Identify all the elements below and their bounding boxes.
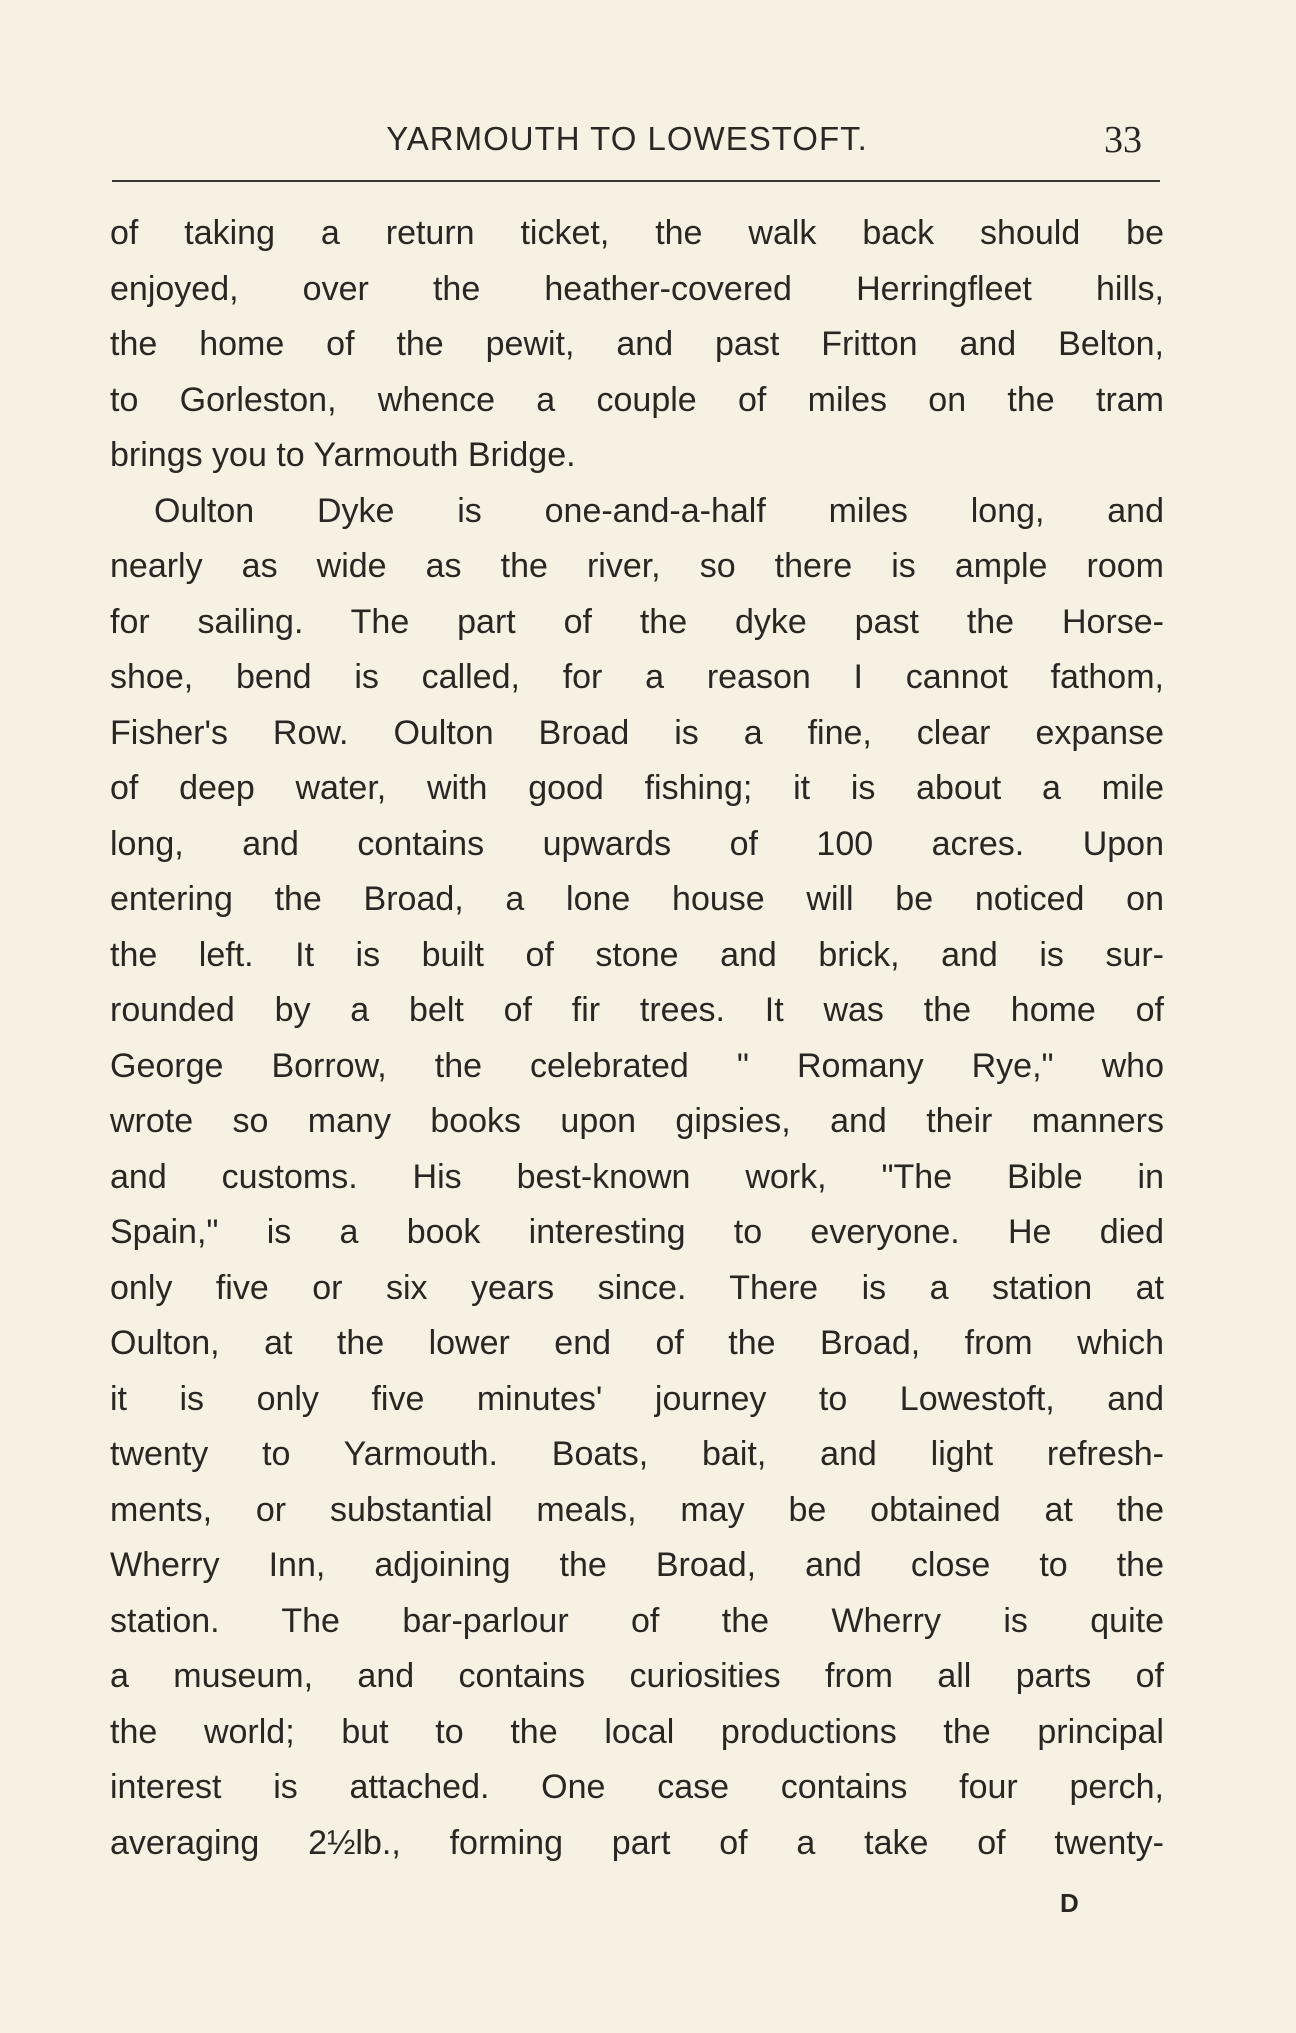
text-line: twenty to Yarmouth. Boats, bait, and light refresh-	[110, 1435, 1164, 1473]
text-line: to Gorleston, whence a couple of miles on the tram	[110, 380, 1164, 419]
text-line: ments, or substantial meals, may be obtained at the	[110, 1490, 1164, 1529]
header-rule	[112, 180, 1160, 182]
text-line: averaging 2½lb., forming part of a take of twenty-	[110, 1823, 1164, 1862]
text-line: a museum, and contains curiosities from all parts of	[110, 1657, 1164, 1695]
text-line: the left. It is built of stone and brick, and is sur-	[110, 935, 1164, 974]
text-line: Spain," is a book interesting to everyone. He died	[110, 1213, 1164, 1251]
text-line: for sailing. The part of the dyke past the Horse-	[110, 602, 1164, 641]
text-line: of deep water, with good fishing; it is about a mile	[110, 769, 1164, 807]
page-number: 33	[1104, 119, 1142, 161]
text-line: Wherry Inn, adjoining the Broad, and close to the	[110, 1546, 1164, 1584]
text-line: Oulton Dyke is one-and-a-half miles long, and	[154, 491, 1164, 530]
text-line: station. The bar-parlour of the Wherry is quite	[110, 1601, 1164, 1640]
text-line: George Borrow, the celebrated " Romany Rye," who	[110, 1046, 1164, 1085]
body-text	[110, 206, 1164, 1871]
signature-mark: D	[1060, 1888, 1079, 1918]
text-line: it is only five minutes' journey to Lowestoft, and	[110, 1379, 1164, 1418]
text-line: interest is attached. One case contains four perch,	[110, 1768, 1164, 1806]
text-line: rounded by a belt of fir trees. It was the home of	[110, 991, 1164, 1029]
text-line: and customs. His best-known work, "The Bible in	[110, 1157, 1164, 1196]
text-line: Oulton, at the lower end of the Broad, from which	[110, 1324, 1164, 1362]
text-line: long, and contains upwards of 100 acres. Upon	[110, 824, 1164, 863]
text-line: entering the Broad, a lone house will be noticed on	[110, 880, 1164, 918]
text-line: enjoyed, over the heather-covered Herringfleet hills,	[110, 269, 1164, 308]
running-title: YARMOUTH TO LOWESTOFT.	[386, 120, 868, 157]
text-line: Fisher's Row. Oulton Broad is a fine, clear expanse	[110, 713, 1164, 752]
text-line: the home of the pewit, and past Fritton and Belton,	[110, 325, 1164, 363]
text-line: shoe, bend is called, for a reason I cannot fathom,	[110, 658, 1164, 696]
running-head	[112, 112, 1142, 172]
text-line: brings you to Yarmouth Bridge.	[110, 436, 576, 474]
text-line: wrote so many books upon gipsies, and their manners	[110, 1102, 1164, 1140]
text-line: of taking a return ticket, the walk back should be	[110, 214, 1164, 252]
text-line: nearly as wide as the river, so there is ample room	[110, 547, 1164, 585]
text-line: only five or six years since. There is a station at	[110, 1268, 1164, 1307]
text-line: the world; but to the local productions the principal	[110, 1712, 1164, 1751]
